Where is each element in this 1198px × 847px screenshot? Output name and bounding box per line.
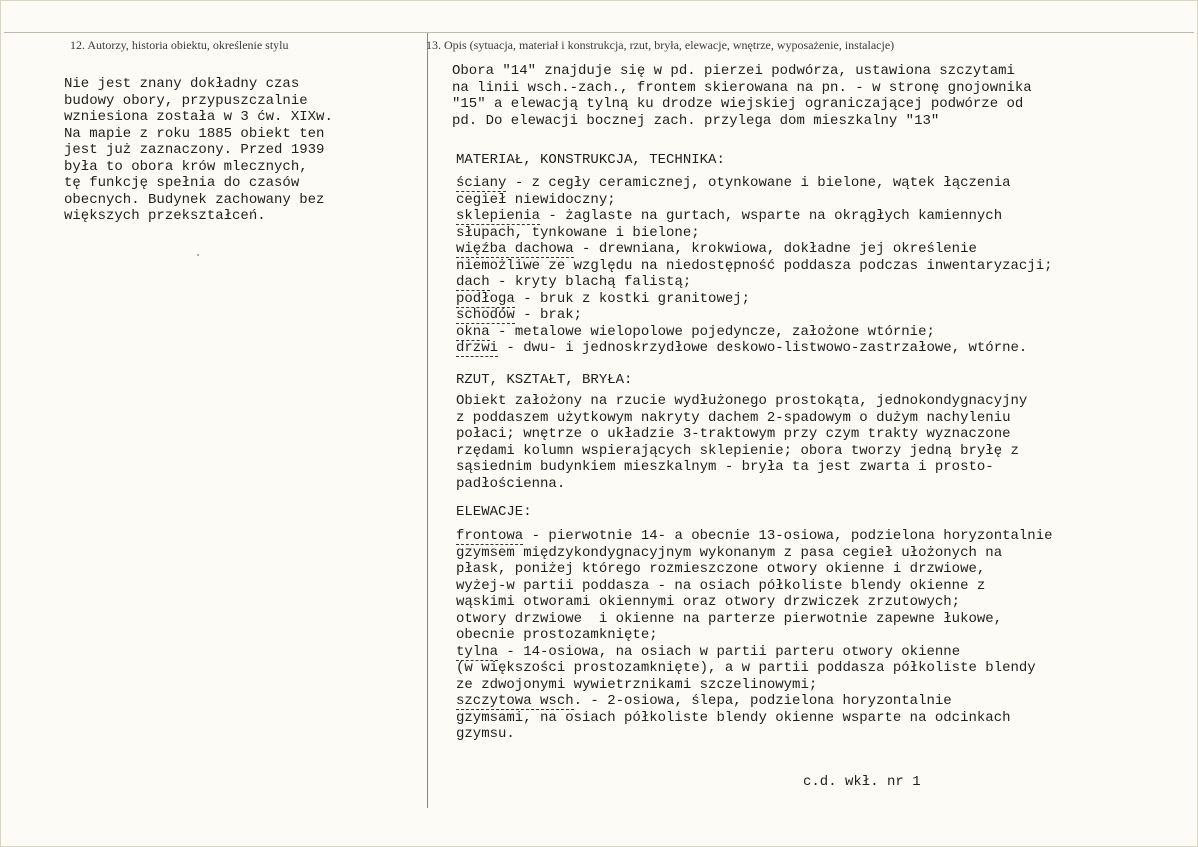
situation-line: Obora "14" znajduje się w pd. pierzei podwórza, ustawiona szczytami (452, 63, 1015, 79)
term-description: - pierwotnie 14- a obecnie 13-osiowa, podzielona horyzontalnie (523, 528, 1053, 544)
elewacje-list (456, 528, 1053, 743)
history-line: Na mapie z roku 1885 obiekt ten (64, 125, 325, 142)
term-continuation-line: cegieł niewidoczny; (456, 191, 616, 208)
term-continuation-line: (w większości prostozamknięte), a w partii poddasza półkoliste blendy (456, 660, 1036, 676)
elewacja-item (456, 644, 1053, 661)
term-description: - metalowe wielopolowe pojedyncze, założone wtórnie; (489, 323, 935, 340)
elewacja-item (456, 528, 1053, 545)
term-description: . - 2-osiowa, ślepa, podzielona horyzontalnie (573, 693, 952, 709)
situation-line: "15" a elewacją tylną ku drodze wiejskiej ograniczającej podwórze od (452, 96, 1024, 112)
term-description: - kryty blachą falistą; (489, 274, 692, 290)
material-item (456, 208, 1053, 225)
material-item (456, 175, 1053, 192)
material-item (456, 324, 1053, 341)
term-label: szczytowa wsch (456, 693, 574, 709)
rzut-text (456, 393, 1027, 492)
history-line: większych przekształceń. (64, 208, 266, 224)
history-text (64, 76, 333, 225)
term-label: okna (456, 323, 490, 340)
rzut-line: połaci; wnętrze o układzie 3-traktowym przy czym trakty wyznaczone (456, 426, 1011, 442)
elewacja-item (456, 693, 1053, 710)
history-line: tę funkcję spełnia do czasów (64, 175, 300, 191)
rzut-line: rzędami kolumn wspierających sklepienie; obora tworzy jedną bryłę z (456, 442, 1019, 459)
term-continuation-line: ze zdwojonymi wywietrznikami szczelinowymi; (456, 676, 818, 693)
history-line: była to obora krów mlecznych, (64, 158, 308, 175)
term-label: tylna (456, 643, 499, 660)
situation-text (452, 63, 1032, 129)
term-label: ściany (456, 175, 507, 191)
term-label: więźba dachowa (456, 241, 574, 257)
term-description: - brak; (514, 307, 583, 323)
history-line: jest już zaznaczony. Przed 1939 (64, 142, 325, 158)
rzut-line: padłościenna. (456, 475, 566, 492)
section-13-header: 13. Opis (sytuacja, materiał i konstrukcja, rzut, bryła, elewacje, wnętrze, wyposażenie, instalacje) (426, 38, 895, 52)
term-description: - bruk z kostki granitowej; (514, 290, 751, 307)
term-label: drzwi (456, 340, 499, 356)
elewacje-title: ELEWACJE: (456, 504, 532, 520)
term-description: - dwu- i jednoskrzydłowe deskowo-listwowo-zastrzałowe, wtórne. (498, 340, 1028, 356)
rzut-line: sąsiednim budynkiem mieszkalnym - bryła ta jest zwarta i prosto- (456, 459, 994, 475)
situation-line: na linii wsch.-zach., frontem skierowana na pn. - w stronę gnojownika (452, 79, 1032, 96)
term-description: - z cegły ceramicznej, otynkowane i bielone, wątek łączenia (506, 175, 1011, 191)
rzut-line: z poddaszem użytkowym nakryty dachem 2-spadowym o dużym nachyleniu (456, 409, 1011, 426)
top-rule (4, 32, 1194, 33)
history-line: obecnych. Budynek zachowany bez (64, 191, 325, 208)
term-continuation-line: niemożliwe ze względu na niedostępność poddasza podczas inwentaryzacji; (456, 257, 1053, 274)
material-item (456, 307, 1053, 324)
term-label: dach (456, 274, 490, 290)
term-continuation-line: gzymsu. (456, 726, 515, 742)
term-continuation-line: gzymsem międzykondygnacyjnym wykonanym z pasa cegieł ułożonych na (456, 544, 1003, 561)
term-label: schodów (456, 307, 515, 323)
history-line: Nie jest znany dokładny czas (64, 76, 300, 92)
term-continuation-line: obecnie prostozamknięte; (456, 627, 658, 643)
term-continuation-line: otwory drzwiowe i okienne na parterze pierwotnie zapewne łukowe, (456, 610, 1003, 627)
material-item (456, 291, 1053, 308)
term-description: - żaglaste na gurtach, wsparte na okrągłych kamiennych (540, 208, 1003, 224)
term-description: - drewniana, krokwiowa, dokładne jej określenie (573, 241, 977, 257)
column-divider (427, 33, 428, 808)
material-item (456, 241, 1053, 258)
material-item (456, 274, 1053, 291)
term-label: podłoga (456, 290, 515, 307)
material-list (456, 175, 1053, 357)
term-description: - 14-osiowa, na osiach w partii parteru otwory okienne (498, 643, 961, 660)
history-line: wzniesiona została w 3 ćw. XIXw. (64, 109, 333, 125)
term-continuation-line: wyżej-w partii poddasza - na osiach półkoliste blendy okienne z (456, 577, 986, 594)
term-continuation-line: płask, poniżej którego rozmieszczone otwory okienne i drzwiowe, (456, 561, 986, 577)
term-label: frontowa (456, 528, 524, 544)
term-continuation-line: gzymsami, na osiach półkoliste blendy okienne wsparte na odcinkach (456, 709, 1011, 726)
material-title: MATERIAŁ, KONSTRUKCJA, TECHNIKA: (456, 152, 725, 168)
paper-speck (197, 254, 199, 256)
history-line: budowy obory, przypuszczalnie (64, 92, 308, 109)
section-12-header: 12. Autorzy, historia obiektu, określenie stylu (70, 38, 289, 52)
situation-line: pd. Do elewacji bocznej zach. przylega dom mieszkalny "13" (452, 112, 940, 129)
rzut-line: Obiekt założony na rzucie wydłużonego prostokąta, jednokondygnacyjny (456, 393, 1028, 409)
term-continuation-line: słupach, tynkowane i bielone; (456, 224, 700, 241)
material-item (456, 340, 1053, 357)
term-label: sklepienia (456, 208, 541, 224)
continuation-note: c.d. wkł. nr 1 (803, 774, 921, 790)
rzut-title: RZUT, KSZTAŁT, BRYŁA: (456, 372, 633, 388)
term-continuation-line: wąskimi otworami okiennymi oraz otwory drzwiczek zrzutowych; (456, 594, 961, 610)
